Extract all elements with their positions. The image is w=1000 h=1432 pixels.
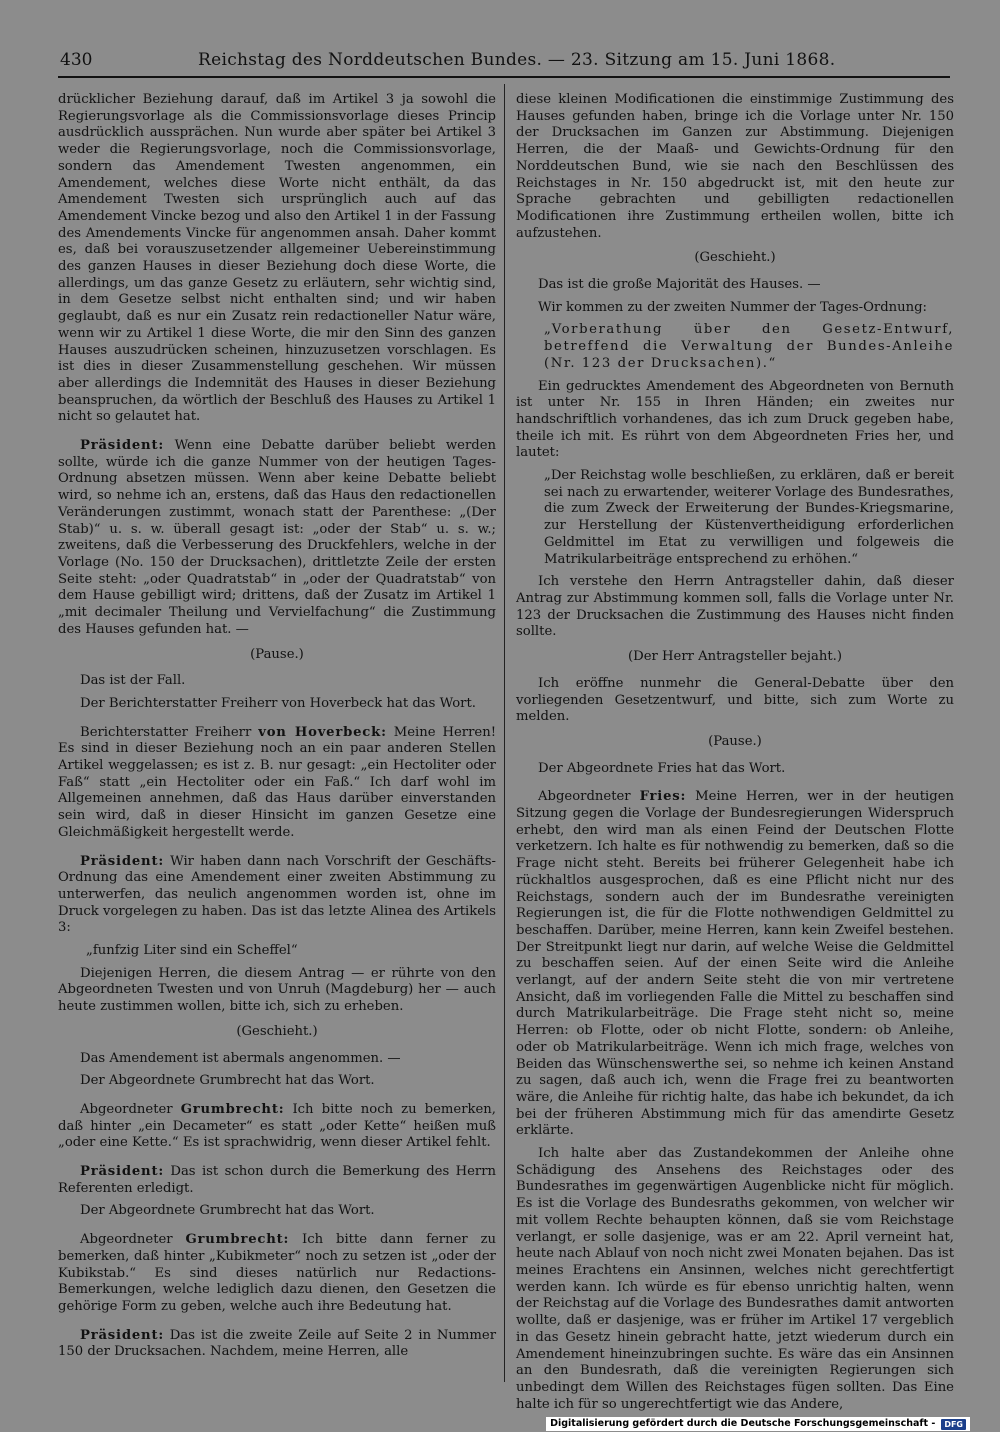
paragraph: drücklicher Beziehung darauf, daß im Artikel 3 ja sowohl die Regierungsvorlage als die Commissionsvorlage dieses Princip ausdrücklich aussprächen. Nun wurde aber später bei Artikel 3 weder die Regierungsvorlage, noch die Commissionsvorlage, sondern das Amendement Twesten angenommen, ein Amendement, welches diese Worte nicht enthält, da das Amendement Twesten sich ursprünglich auch auf das Amendement Vincke bezog und also den Artikel 1 in der Fassung des Amendements Vincke für angenommen ansah. Daher kommt es, daß bei vorauszusetzender allgemeiner Uebereinstimmung des ganzen Hauses in dieser Beziehung doch diese Worte, die allerdings, um das ganze Gesetz zu erläutern, sehr wichtig sind, in dem Gesetze selbst nicht enthalten sind; und wir haben geglaubt, daß es nur ein Zusatz rein redactioneller Natur wäre, wenn wir zu Artikel 1 diese Worte, die mir den Sinn des ganzen Hauses auszudrücken scheinen, hinzuzusetzen vorschlagen. Es ist dies in dieser Zusammenstellung geschehen. Wir müssen aber allerdings die Indemnität des Hauses in dieser Beziehung beanspruchen, da wörtlich der Beschluß des Hauses zu Artikel 1 nicht so gelautet hat. <box>58 92 496 425</box>
footer-text: Digitalisierung gefördert durch die Deutsche Forschungsgemeinschaft - <box>550 1418 936 1429</box>
left-column <box>58 92 496 1382</box>
speech-text: Wir haben dann nach Vorschrift der Geschäfts-Ordnung das eine Amendement einer zweiten Abstimmung zu unterwerfen, das neulich angenommen worden ist, ohne im Druck vorgelegen zu haben. Das ist das letzte Alinea des Artikels 3: <box>58 853 496 936</box>
paragraph: Der Berichterstatter Freiherr von Hoverbeck hat das Wort. <box>80 695 476 711</box>
paragraph <box>58 854 496 938</box>
speaker-name: Präsident: <box>80 1164 165 1180</box>
stage-direction: (Der Herr Antragsteller bejaht.) <box>628 649 842 665</box>
quotation: „funfzig Liter sind ein Scheffel“ <box>86 943 298 959</box>
amendment-quote: „Der Reichstag wolle beschließen, zu erklären, daß er bereit sei nach zu erwartender, weiterer Vorlage des Bundesrathes, die zum Zweck der Erweiterung der Bundes-Kriegsmarine, zur Herstellung der Küstenvertheidigung erforderlichen Geldmittel im Etat zu verwilligen und folgeweis die Matrikularbeiträge entsprechend zu erhöhen.“ <box>544 468 954 567</box>
paragraph: Wir kommen zu der zweiten Nummer der Tages-Ordnung: <box>538 299 927 315</box>
dfg-logo: DFG <box>941 1419 966 1430</box>
speaker-title: Abgeordneter <box>80 1101 181 1117</box>
speaker-title: Abgeordneter <box>538 789 640 805</box>
stage-direction: (Geschieht.) <box>694 250 776 266</box>
paragraph: Ich halte aber das Zustandekommen der Anleihe ohne Schädigung des Ansehens des Reichstages oder des Bundesrathes im gegenwärtigen Augenblicke nicht für möglich. Es ist die Vorlage des Bundesraths gekommen, von welcher wir mit vollem Rechte behaupten können, daß sie vom Reichstage verlangt, er solle dasjenige, was er am 22. April verneint hat, heute nach Ablauf von noch nicht zwei Monaten bejahen. Das ist meines Erachtens ein Ansinnen, welches nicht gerechtfertigt werden kann. Ich würde es für ebenso unrichtig halten, wenn der Reichstag auf die Vorlage des Bundesrathes damit antworten wollte, daß er dasjenige, was er früher im Artikel 17 vergeblich in das Gesetz hinein gebracht hatte, jetzt wiederum durch ein Amendement hineinzubringen suchte. Es wäre das ein Ansinnen an den Bundesrath, daß die vereinigten Regierungen sich unbedingt dem Willen des Reichstages fügen sollten. Das Eine halte ich für so ungerechtfertigt wie das Andere, <box>516 1146 954 1412</box>
stage-direction: (Pause.) <box>708 733 762 749</box>
speech-text: Meine Herren! Es sind in dieser Beziehung noch an ein paar anderen Stellen Artikel weggelassen; es ist z. B. nur gesagt: „ein Hectoliter oder Faß“ statt „ein Hectoliter oder ein Faß.“ Ich darf wohl im Allgemeinen annehmen, daß das Haus darüber einverstanden sein wird, daß in dieser Hinsicht im ganzen Gesetze eine Gleichmäßigkeit hergestellt werde. <box>58 724 496 840</box>
paragraph <box>58 1328 496 1361</box>
right-column <box>516 92 954 1412</box>
paragraph: Der Abgeordnete Fries hat das Wort. <box>538 760 786 776</box>
speaker-name: Präsident: <box>80 1327 165 1343</box>
speaker-name: Fries: <box>639 789 687 805</box>
running-title: Reichstag des Norddeutschen Bundes. — 23. Sitzung am 15. Juni 1868. <box>198 50 836 70</box>
paragraph: Ich eröffne nunmehr die General-Debatte über den vorliegenden Gesetzentwurf, und bitte, sich zum Worte zu melden. <box>516 675 954 725</box>
paragraph: Das ist der Fall. <box>80 673 186 689</box>
paragraph <box>58 1102 496 1152</box>
speaker-name: Grumbrecht: <box>180 1101 285 1117</box>
stage-direction: (Geschieht.) <box>236 1023 318 1039</box>
paragraph <box>58 725 496 842</box>
paragraph: Ich verstehe den Herrn Antragsteller dahin, daß dieser Antrag zur Abstimmung kommen soll, falls die Vorlage unter Nr. 123 der Drucksachen die Zustimmung des Hauses nicht finden sollte. <box>516 574 954 640</box>
paragraph <box>58 1164 496 1197</box>
paragraph: Diejenigen Herren, die diesem Antrag — er rührte von den Abgeordneten Twesten und von Unruh (Magdeburg) her — auch heute zustimmen wollen, bitte ich, sich zu erheben. <box>58 965 496 1015</box>
paragraph: Der Abgeordnete Grumbrecht hat das Wort. <box>80 1073 375 1089</box>
agenda-item-quote: „Vorberathung über den Gesetz-Entwurf, betreffend die Verwaltung der Bundes-Anleihe (Nr. 123 der Drucksachen).“ <box>544 322 954 371</box>
paragraph: Der Abgeordnete Grumbrecht hat das Wort. <box>80 1203 375 1219</box>
page-number: 430 <box>60 50 93 70</box>
speech-text: Das ist schon durch die Bemerkung des Herrn Referenten erledigt. <box>58 1164 496 1196</box>
page-header <box>58 48 950 78</box>
document-page <box>58 48 954 1412</box>
paragraph <box>58 438 496 638</box>
speaker-name: Präsident: <box>80 438 165 454</box>
speaker-name: Grumbrecht: <box>185 1232 290 1248</box>
paragraph: Das Amendement ist abermals angenommen. — <box>80 1050 401 1066</box>
paragraph: Ein gedrucktes Amendement des Abgeordneten von Bernuth ist unter Nr. 155 in Ihren Händen; ein zweites nur handschriftlich vorhandenes, das ich zum Druck gegeben habe, theile ich mit. Es rührt von dem Abgeordneten Fries her, und lautet: <box>516 378 954 461</box>
paragraph <box>58 1232 496 1316</box>
paragraph: diese kleinen Modificationen die einstimmige Zustimmung des Hauses gefunden haben, bringe ich die Vorlage unter Nr. 150 der Drucksachen im Ganzen zur Abstimmung. Diejenigen Herren, die der Maaß- und Gewichts-Ordnung für den Norddeutschen Bund, wie sie nach den Beschlüssen des Reichstages in Nr. 150 abgedruckt ist, mit den heute zur Sprache gebrachten und gebilligten redactionellen Modificationen ihre Zustimmung ertheilen wollen, bitte ich aufzustehen. <box>516 92 954 241</box>
speaker-name: von Hoverbeck: <box>258 724 387 740</box>
speech-text: Ich bitte dann ferner zu bemerken, daß hinter „Kubikmeter“ noch zu setzen ist „oder der Kubikstab.“ Es sind dieses natürlich nur Redactions-Bemerkungen, welche lediglich dazu dienen, den Gesetzen die gehörige Form zu geben, welche auch ihre Bedeutung hat. <box>58 1232 497 1314</box>
speech-text: Meine Herren, wer in der heutigen Sitzung gegen die Vorlage der Bundesregierungen Widerspruch erhebt, den wird man als einen Feind der Deutschen Flotte verketzern. Ich halte es für nothwendig zu bemerken, daß so die Frage nicht steht. Bereits bei früherer Gelegenheit habe ich rückhaltlos ausgesprochen, daß es eine Pflicht nicht nur des Reichstags, sondern auch der im Bundesrathe vereinigten Regierungen ist, die für die Flotte nothwendigen Geldmittel zu beschaffen. Darüber, meine Herren, kann kein Zweifel bestehen. Der Streitpunkt liegt nur darin, auf welche Weise die Geldmittel zu beschaffen seien. Auf der einen Seite wird die Anleihe verlangt, auf der andern Seite steht die von mir vertretene Ansicht, daß im vorliegenden Falle die Mittel zu beschaffen sind durch Matrikularbeiträge. Die Frage steht nicht so, meine Herren: ob Flotte, oder ob nicht Flotte, sondern: ob Anleihe, oder ob Matrikularbeiträge. Wenn ich mich frage, welches von Beiden das Wünschenswerthe sei, so nehme ich keinen Anstand zu sagen, daß auch ich, wenn die Frage frei zu beantworten wäre, die Anleihe für richtig halte, das habe ich bekundet, da ich bei der früheren Abstimmung mich für das amendirte Gesetz erklärte. <box>516 789 954 1139</box>
paragraph: Das ist die große Majorität des Hauses. — <box>538 277 821 293</box>
column-divider <box>504 84 505 1382</box>
speech-text: Wenn eine Debatte darüber beliebt werden sollte, würde ich die ganze Nummer von der heutigen Tages-Ordnung absetzen müssen. Wenn aber keine Debatte beliebt wird, so nehme ich an, erstens, daß das Haus den redactionellen Veränderungen zustimmt, wonach statt der Parenthese: „(Der Stab)“ u. s. w. überall gesagt ist: „oder der Stab“ u. s. w.; zweitens, daß die Verbesserung des Druckfehlers, welche in der Vorlage (No. 150 der Drucksachen), drittletzte Zeile der ersten Seite steht: „oder Quadratstab“ in „oder der Quadratstab“ von dem Hause gebilligt wird; drittens, daß der Zusatz im Artikel 1 „mit decimaler Theilung und Vervielfachung“ die Zustimmung des Hauses gefunden hat. — <box>58 438 496 637</box>
paragraph <box>516 789 954 1140</box>
digitization-footer <box>546 1417 970 1431</box>
speech-text: Das ist die zweite Zeile auf Seite 2 in Nummer 150 der Drucksachen. Nachdem, meine Herren, alle <box>58 1327 496 1360</box>
stage-direction: (Pause.) <box>250 646 304 662</box>
speaker-title: Abgeordneter <box>80 1232 186 1248</box>
speaker-title: Berichterstatter Freiherr <box>80 724 259 740</box>
speaker-name: Präsident: <box>80 853 165 869</box>
speech-text: Ich bitte noch zu bemerken, daß hinter „ein Decameter“ es statt „oder Kette“ heißen muß „oder eine Kette.“ Es ist sprachwidrig, wenn dieser Artikel fehlt. <box>58 1101 496 1151</box>
